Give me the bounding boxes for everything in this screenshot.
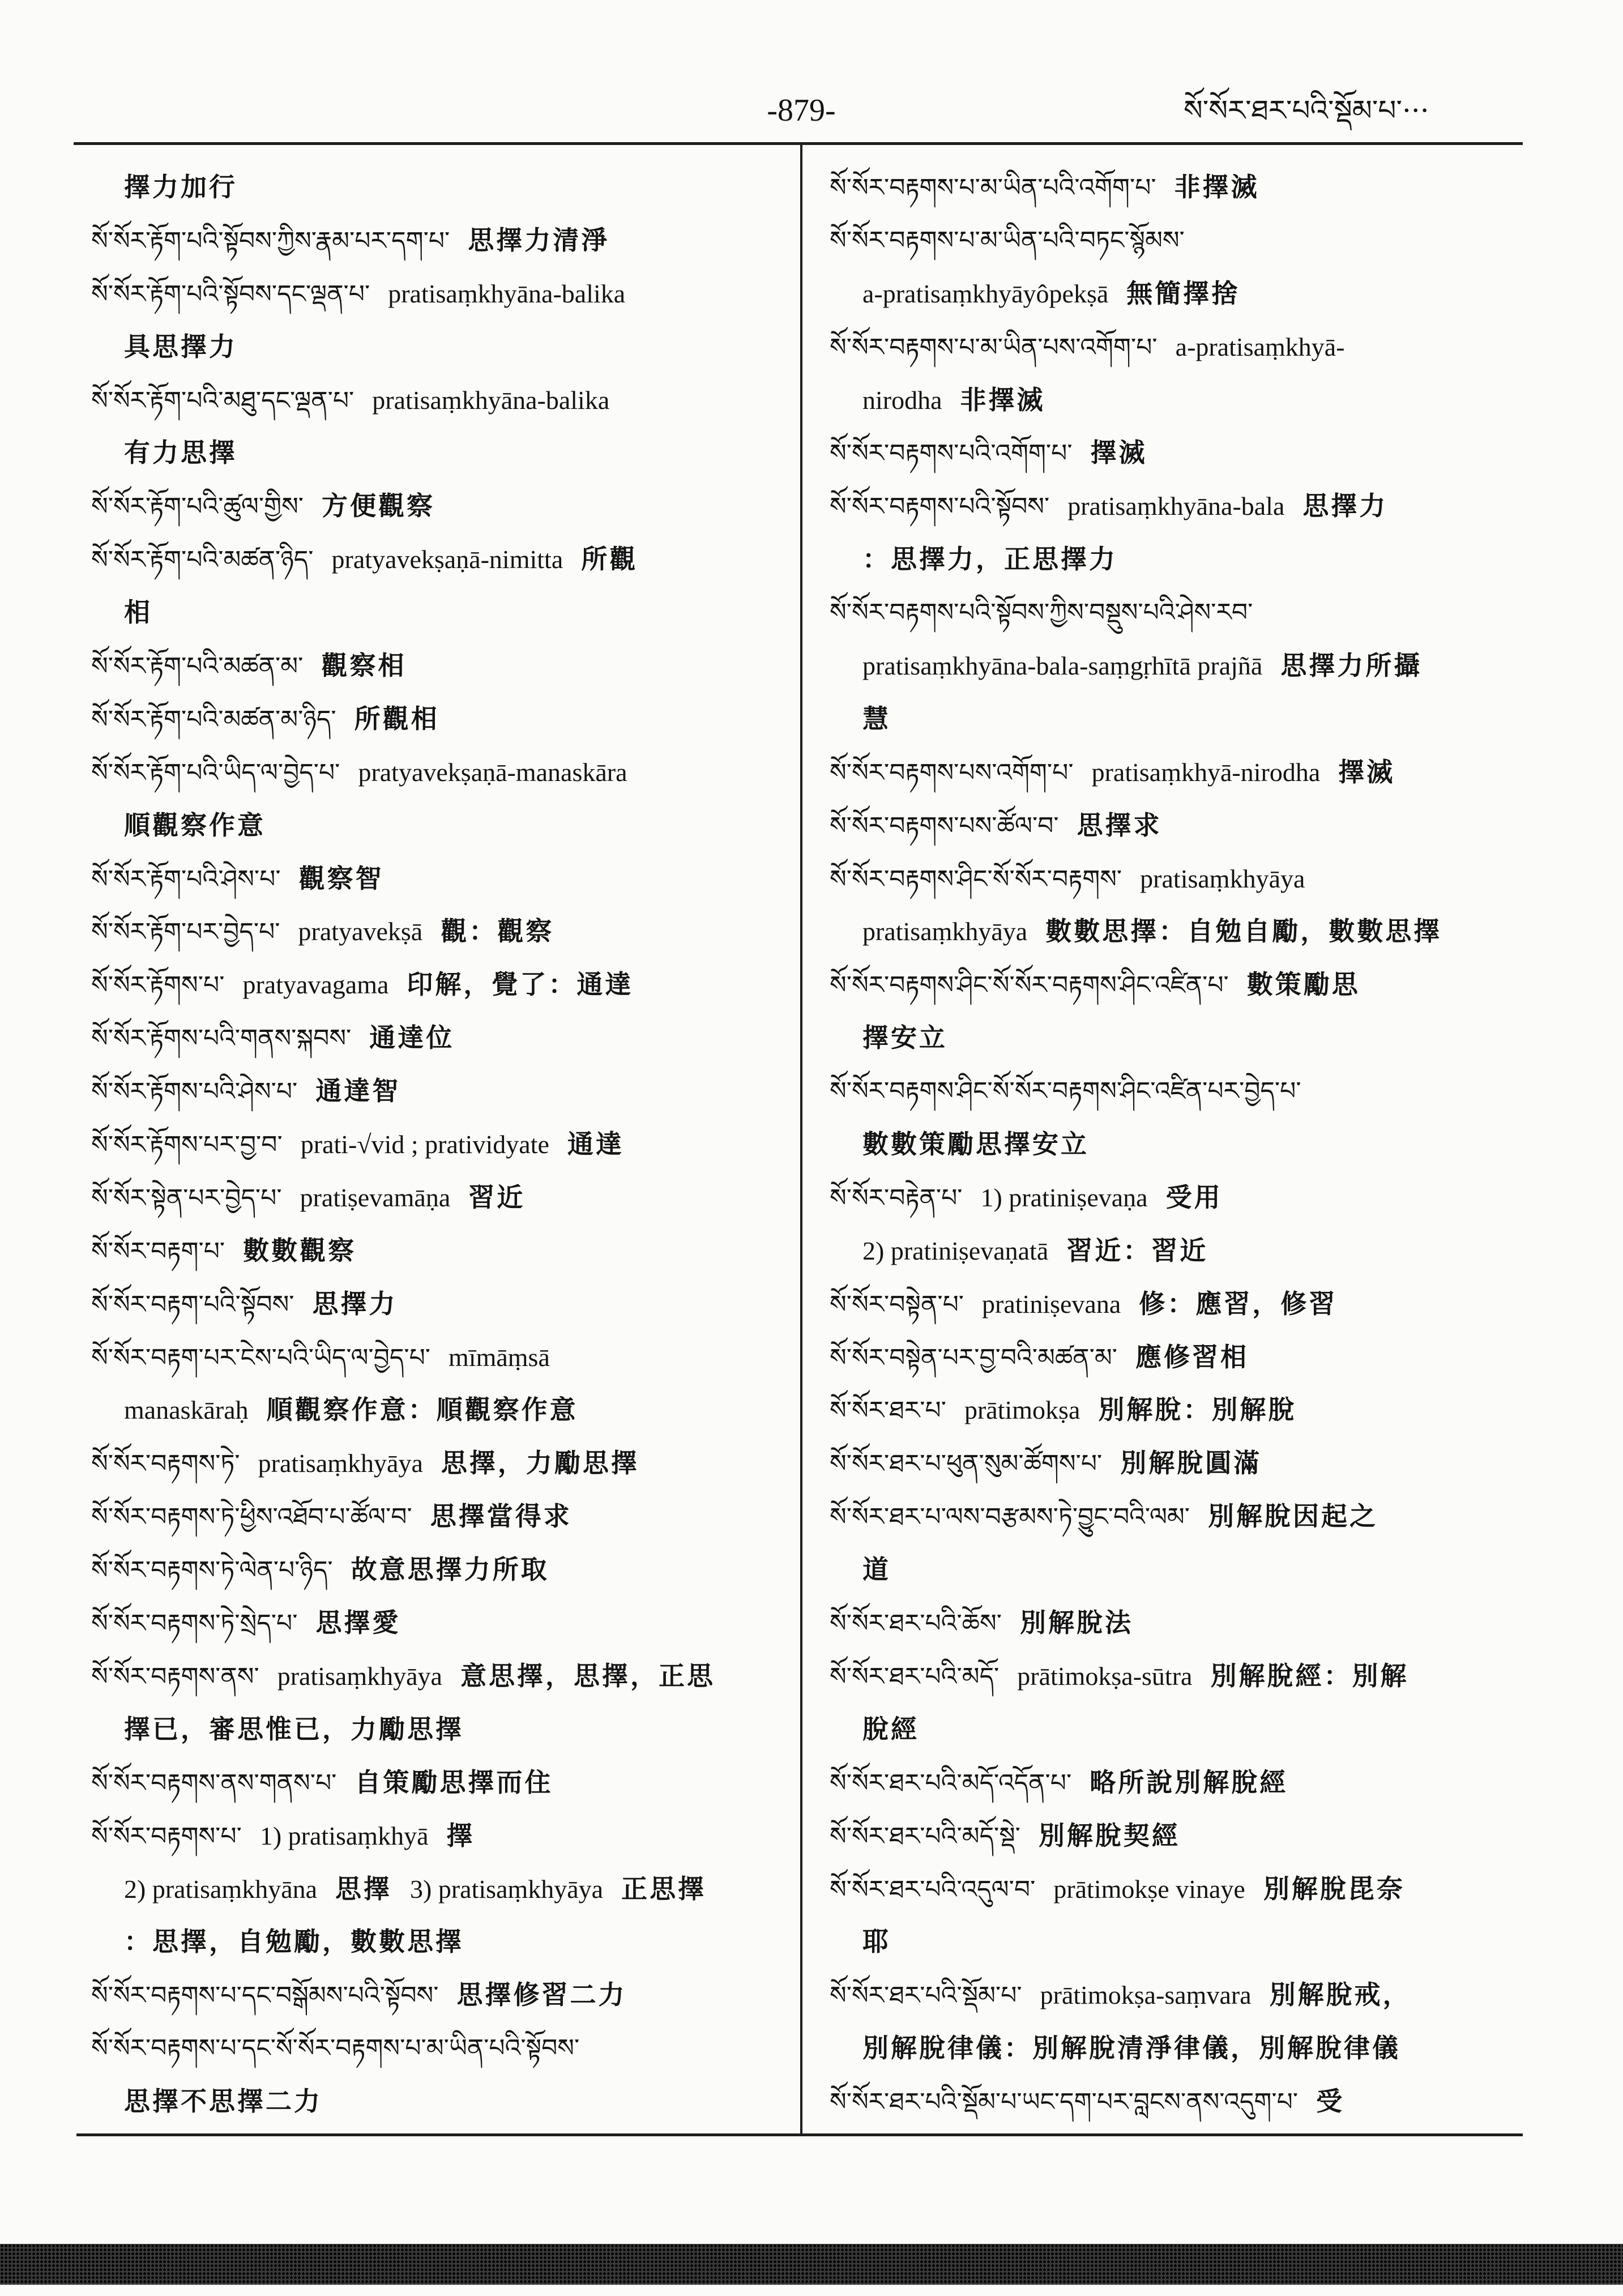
chinese-gloss: 擇力加行: [124, 172, 237, 202]
continuation-line: [830, 533, 1524, 586]
dictionary-entry: [91, 958, 790, 1012]
continuation-line: [91, 2075, 790, 2128]
dictionary-entry: [830, 746, 1524, 799]
dictionary-entry: [830, 1331, 1524, 1384]
tibetan-term: སོ་སོར་བརྟགས་ཏེ་: [91, 1449, 240, 1479]
dictionary-entry: [91, 1278, 790, 1331]
continuation-line: [830, 374, 1524, 427]
sanskrit-term: prātimokṣe vinaye: [1053, 1874, 1245, 1904]
chinese-gloss: 別解脫經：別解: [1210, 1660, 1409, 1691]
sanskrit-term: pratisaṃkhyāya: [1140, 864, 1305, 893]
headword-line: [830, 1863, 1524, 1916]
tibetan-term: སོ་སོར་བརྟགས་པའི་འགོག་པ་: [830, 439, 1073, 468]
tibetan-term: སོ་སོར་རྟོག་པའི་མཚན་མ་ཉིད་: [91, 705, 336, 734]
tibetan-term: སོ་སོར་བརྟགས་ཤིང་སོ་སོར་བརྟགས་ཤིང་འཛིན་པ་: [830, 971, 1229, 1000]
continuation-line: [91, 1384, 790, 1437]
chinese-gloss: 順觀察作意: [124, 809, 266, 840]
tibetan-term: སོ་སོར་ཐར་པའི་སྡོམ་པ་: [830, 1981, 1022, 2011]
sanskrit-term: a-pratisaṃkhyā-: [1175, 332, 1345, 361]
tibetan-term: སོ་སོར་བརྟགས་ཏེ་སྲེད་པ་: [91, 1609, 298, 1638]
tibetan-term: སོ་སོར་བརྟགས་ཤིང་སོ་སོར་བརྟགས་: [830, 864, 1122, 894]
chinese-gloss: 思擇求: [1077, 809, 1162, 840]
headword-line: [91, 852, 790, 906]
continuation-line: [830, 1543, 1524, 1597]
dictionary-entry: [830, 1278, 1524, 1331]
headword-line: [91, 1810, 790, 1863]
chinese-gloss: 脫經: [862, 1713, 919, 1744]
chinese-gloss: 思擇當得求: [430, 1501, 572, 1532]
headword-line: [91, 374, 790, 427]
headword-line: [91, 1437, 790, 1490]
chinese-gloss: ：思擇，自勉勵，數數思擇: [124, 1926, 464, 1957]
continuation-line: [830, 905, 1524, 958]
chinese-gloss: 習近: [468, 1181, 526, 1213]
tibetan-term: སོ་སོར་རྟོག་པའི་ཤེས་པ་: [91, 864, 281, 894]
dictionary-entry: [91, 1650, 790, 1756]
dictionary-entry: [830, 586, 1524, 746]
chinese-gloss: 思擇愛: [315, 1607, 401, 1638]
dictionary-entry: [830, 1437, 1524, 1490]
chinese-gloss: 所觀: [581, 544, 638, 575]
continuation-line: [91, 321, 790, 374]
chinese-gloss: 慧: [862, 703, 891, 734]
dictionary-entry: [830, 958, 1524, 1065]
headword-line: [91, 693, 790, 746]
headword-line: [91, 1065, 790, 1118]
chinese-gloss: 別解脫因起之: [1208, 1501, 1378, 1532]
tibetan-term: སོ་སོར་བསྟེན་པ་: [830, 1290, 964, 1319]
sanskrit-term: pratyavekṣaṇā-manaskāra: [358, 757, 627, 787]
tibetan-term: སོ་སོར་ཐར་པའི་མདོ་: [830, 1662, 1000, 1691]
headword-line: [91, 1969, 790, 2022]
tibetan-term: སོ་སོར་བརྟགས་པས་འགོག་པ་: [830, 758, 1074, 787]
tibetan-term: སོ་སོར་ཐར་པ་ལས་བརྩམས་ཏེ་བྱུང་བའི་ལམ་: [830, 1503, 1190, 1532]
dictionary-entry: [91, 161, 790, 214]
sanskrit-term: pratyavekṣaṇā-nimitta: [331, 545, 563, 574]
tibetan-term: སོ་སོར་ཐར་པ་ཕུན་སུམ་ཚོགས་པ་: [830, 1449, 1103, 1479]
headword-line: [830, 1650, 1524, 1703]
chinese-gloss: 意思擇，思擇，正思: [460, 1660, 715, 1691]
chinese-gloss: 有力思擇: [124, 437, 237, 468]
tibetan-term: སོ་སོར་ཐར་པའི་མདོ་སྡེ་: [830, 1821, 1020, 1851]
tibetan-term: སོ་སོར་ཐར་པའི་ཆོས་: [830, 1609, 1002, 1638]
tibetan-term: སོ་སོར་རྟོག་པའི་སྟོབས་དང་ལྡན་པ་: [91, 279, 370, 309]
tibetan-term: སོ་སོར་བརྟགས་ཏེ་ཕྱིས་འཐོབ་པ་ཚོལ་བ་: [91, 1503, 412, 1532]
headword-line: [91, 958, 790, 1012]
headword-line: [91, 1490, 790, 1543]
dictionary-entry: [830, 161, 1524, 214]
dictionary-entry: [91, 1331, 790, 1437]
chinese-gloss: 受: [1316, 2086, 1345, 2117]
tibetan-term: སོ་སོར་བརྟགས་པས་ཚོལ་བ་: [830, 811, 1059, 840]
sanskrit-term: prātimokṣa-saṃvara: [1040, 1981, 1252, 2010]
headword-line: [830, 426, 1524, 480]
sanskrit-term: prātimokṣa: [964, 1395, 1080, 1425]
headword-line: [830, 1756, 1524, 1810]
dictionary-entry: [830, 2075, 1524, 2128]
headword-line: [830, 480, 1524, 533]
headword-line: [91, 214, 790, 267]
tibetan-term: སོ་སོར་རྟོག་པའི་མཐུ་དང་ལྡན་པ་: [91, 386, 355, 415]
sanskrit-term: pratisaṃkhyā-nirodha: [1091, 757, 1321, 787]
chinese-gloss: 略所說別解脫經: [1090, 1766, 1288, 1798]
headword-line: [830, 1171, 1524, 1224]
chinese-gloss: 別解脫契經: [1038, 1820, 1180, 1851]
chinese-gloss: 印解，覺了：通達: [407, 969, 634, 1000]
chinese-gloss: 受用: [1165, 1181, 1223, 1213]
headword-line: [830, 852, 1524, 906]
chinese-gloss: 非擇滅: [960, 384, 1045, 415]
continuation-line: [830, 1224, 1524, 1278]
dictionary-entry: [830, 1171, 1524, 1278]
sanskrit-term: prati-√vid ; pratividyate: [300, 1130, 549, 1159]
headword-line: [830, 1278, 1524, 1331]
headword-line: [830, 1437, 1524, 1490]
dictionary-entry: [830, 1756, 1524, 1810]
chinese-gloss: 別解脫戒，: [1269, 1979, 1411, 2011]
tibetan-term: སོ་སོར་བརྟག་པའི་སྟོབས་: [91, 1290, 294, 1319]
chinese-gloss: 擇滅: [1338, 756, 1395, 787]
sanskrit-term: pratyavekṣā: [298, 917, 423, 946]
sanskrit-term: pratisaṃkhyāya: [258, 1449, 423, 1478]
dictionary-entry: [91, 374, 790, 480]
chinese-gloss: 相: [124, 597, 152, 628]
tibetan-term: སོ་སོར་བརྟགས་པ་མ་ཡིན་པའི་བཏང་སྙོམས་: [830, 225, 1185, 255]
dictionary-entry: [91, 1437, 790, 1490]
dictionary-entry: [830, 1810, 1524, 1863]
chinese-gloss: 擇: [446, 1820, 475, 1851]
chinese-gloss: 修：應習，修習: [1139, 1288, 1338, 1319]
headword-line: [830, 1810, 1524, 1863]
left-column: [91, 161, 790, 2128]
dictionary-entry: [91, 267, 790, 374]
chinese-gloss: 別解脫毘奈: [1263, 1873, 1405, 1904]
chinese-gloss: 正思擇: [621, 1873, 707, 1904]
dictionary-entry: [91, 2022, 790, 2128]
chinese-gloss: ：思擇力，正思擇力: [862, 544, 1117, 575]
continuation-line: [91, 1703, 790, 1756]
tibetan-term: སོ་སོར་བརྟེན་པ་: [830, 1183, 963, 1213]
headword-line: [830, 214, 1524, 267]
chinese-gloss: 應修習相: [1135, 1341, 1249, 1372]
chinese-gloss: 思擇修習二力: [456, 1979, 627, 2011]
tibetan-term: སོ་སོར་བརྟགས་པའི་སྟོབས་: [830, 492, 1050, 522]
dictionary-entry: [830, 1863, 1524, 1969]
continuation-line: [91, 799, 790, 852]
sanskrit-term: pratisaṃkhyāna-balika: [388, 279, 626, 308]
headword-line: [830, 1065, 1524, 1118]
continuation-line: [830, 2022, 1524, 2075]
tibetan-term: སོ་སོར་བརྟགས་པ་མ་ཡིན་པས་འགོག་པ་: [830, 332, 1158, 362]
chinese-gloss: 數數觀察: [243, 1235, 357, 1266]
headword-line: [91, 1597, 790, 1650]
sanskrit-term: pratisaṃkhyāna-bala: [1067, 492, 1285, 521]
sanskrit-term: pratisaṃkhyāna-balika: [372, 385, 610, 415]
tibetan-term: སོ་སོར་བརྟགས་ནས་: [91, 1662, 259, 1691]
tibetan-term: སོ་སོར་བརྟགས་ཤིང་སོ་སོར་བརྟགས་ཤིང་འཛིན་པར་བྱེད་པ་: [830, 1077, 1301, 1106]
chinese-gloss: 數策勵思: [1246, 969, 1360, 1000]
tibetan-term: སོ་སོར་ཐར་པའི་འདུལ་བ་: [830, 1875, 1036, 1904]
dictionary-entry: [830, 480, 1524, 586]
chinese-gloss: 耶: [862, 1926, 891, 1957]
dictionary-entry: [830, 426, 1524, 480]
dictionary-entry: [91, 1224, 790, 1278]
tibetan-term: སོ་སོར་རྟོགས་པའི་གནས་སྐབས་: [91, 1024, 352, 1053]
chinese-gloss: 觀：觀察: [441, 916, 554, 947]
headword-line: [91, 1543, 790, 1597]
headword-line: [830, 161, 1524, 214]
headword-line: [830, 1490, 1524, 1543]
tibetan-term: སོ་སོར་རྟོག་པའི་མཚན་མ་: [91, 652, 304, 681]
column-divider: [800, 143, 802, 2136]
sanskrit-term: pratisaṃkhyāna-bala-saṃgṛhītā prajñā: [862, 651, 1263, 681]
headword-line: [830, 1384, 1524, 1437]
chinese-gloss: 擇安立: [862, 1022, 947, 1053]
dictionary-entry: [830, 799, 1524, 852]
chinese-gloss: 別解脫圓滿: [1120, 1448, 1262, 1479]
tibetan-term: སོ་སོར་རྟོགས་པར་བྱ་བ་: [91, 1130, 283, 1160]
right-column: [830, 161, 1524, 2128]
headword-line: [91, 1118, 790, 1171]
headword-line: [91, 1650, 790, 1703]
dictionary-entry: [91, 1756, 790, 1810]
continuation-line: [830, 1012, 1524, 1065]
dictionary-entry: [91, 1118, 790, 1171]
dictionary-entry: [91, 693, 790, 746]
dictionary-entry: [830, 1490, 1524, 1597]
headword-line: [91, 1756, 790, 1810]
tibetan-term: སོ་སོར་བསྟེན་པར་བྱ་བའི་མཚན་མ་: [830, 1343, 1117, 1372]
dictionary-entry: [830, 1065, 1524, 1171]
headword-line: [91, 746, 790, 799]
tibetan-term: སོ་སོར་རྟོགས་པ་: [91, 971, 225, 1000]
continuation-line: [91, 1915, 790, 1969]
sanskrit-term: 2) pratisaṃkhyāna: [124, 1874, 318, 1904]
top-rule: [74, 142, 1523, 145]
headword-line: [830, 586, 1524, 639]
chinese-gloss: 觀察相: [321, 650, 407, 681]
dictionary-entry: [91, 1597, 790, 1650]
continuation-line: [830, 1915, 1524, 1969]
tibetan-term: སོ་སོར་རྟོག་པའི་ཡིད་ལ་བྱེད་པ་: [91, 758, 340, 787]
headword-line: [91, 1224, 790, 1278]
chinese-gloss: 通達位: [369, 1022, 455, 1053]
dictionary-entry: [91, 1012, 790, 1065]
tibetan-term: སོ་སོར་བརྟགས་ཏེ་ལེན་པ་ཉིད་: [91, 1556, 333, 1585]
continuation-line: [830, 1118, 1524, 1171]
headword-line: [91, 533, 790, 586]
chinese-gloss: 思擇力: [312, 1288, 398, 1319]
chinese-gloss: 思擇，力勵思擇: [441, 1448, 639, 1479]
headword-line: [830, 746, 1524, 799]
dictionary-entry: [91, 905, 790, 958]
dictionary-entry: [91, 639, 790, 693]
dictionary-entry: [830, 214, 1524, 321]
tibetan-term: སོ་སོར་བརྟག་པར་ངེས་པའི་ཡིད་ལ་བྱེད་པ་: [91, 1343, 431, 1372]
tibetan-term: སོ་སོར་ཐར་པའི་མདོ་འདོན་པ་: [830, 1768, 1072, 1798]
continuation-line: [91, 1863, 790, 1916]
continuation-line: [830, 693, 1524, 746]
tibetan-term: སོ་སོར་བརྟགས་པའི་སྟོབས་ཀྱིས་བསྡུས་པའི་ཤེས་རབ་: [830, 598, 1253, 628]
headword-line: [830, 1597, 1524, 1650]
headword-line: [91, 639, 790, 693]
dictionary-entry: [91, 1065, 790, 1118]
sanskrit-term: pratyavagama: [242, 970, 389, 1000]
tibetan-term: སོ་སོར་བརྟག་པ་: [91, 1236, 225, 1266]
dictionary-entry: [830, 1597, 1524, 1650]
sanskrit-term: nirodha: [862, 385, 942, 415]
headword-line: [91, 1171, 790, 1224]
sanskrit-term: 1) pratiniṣevaṇa: [980, 1183, 1148, 1212]
chinese-gloss: 數數策勵思擇安立: [862, 1129, 1089, 1160]
dictionary-entry: [830, 852, 1524, 959]
dictionary-entry: [91, 852, 790, 906]
dictionary-entry: [91, 1171, 790, 1224]
headword-line: [91, 1331, 790, 1384]
dictionary-entry: [91, 480, 790, 533]
chinese-gloss: 通達智: [315, 1076, 401, 1107]
chinese-gloss: 方便觀察: [322, 490, 435, 522]
dictionary-entry: [830, 1384, 1524, 1437]
tibetan-term: སོ་སོར་བརྟགས་པ་མ་ཡིན་པའི་འགོག་པ་: [830, 173, 1156, 202]
tibetan-term: སོ་སོར་ཐར་པའི་སྡོམ་པ་ཡང་དག་པར་བླངས་ནས་འདུག་པ་: [830, 2088, 1299, 2117]
continuation-line: [91, 161, 790, 214]
chinese-gloss: 觀察智: [298, 863, 384, 894]
continuation-line: [830, 1703, 1524, 1756]
dictionary-entry: [830, 321, 1524, 427]
chinese-gloss: 思擇力所攝: [1280, 650, 1423, 681]
tibetan-term: སོ་སོར་སྟེན་པར་བྱེད་པ་: [91, 1183, 282, 1213]
chinese-gloss: 別解脫：別解脫: [1098, 1394, 1297, 1426]
tibetan-term: སོ་སོར་ཐར་པ་: [830, 1396, 946, 1426]
page-number: -879-: [767, 93, 836, 128]
chinese-gloss: 通達: [567, 1129, 624, 1160]
chinese-gloss: 非擇滅: [1174, 172, 1259, 202]
tibetan-term: སོ་སོར་རྟོག་པར་བྱེད་པ་: [91, 917, 280, 947]
chinese-gloss: 習近：習近: [1066, 1235, 1208, 1266]
headword-line: [830, 2075, 1524, 2128]
dictionary-entry: [91, 1969, 790, 2022]
headword-line: [91, 905, 790, 958]
headword-line: [91, 1012, 790, 1065]
sanskrit-term: pratiṣevamāṇa: [300, 1183, 451, 1212]
headword-line: [830, 958, 1524, 1012]
chinese-gloss: 數數思擇：自勉自勵，數數思擇: [1045, 916, 1442, 947]
sanskrit-term: pratisaṃkhyāya: [277, 1661, 442, 1691]
sanskrit-term: 1) pratisaṃkhyā: [259, 1821, 429, 1850]
tibetan-term: སོ་སོར་བརྟགས་པ་: [91, 1821, 242, 1851]
chinese-gloss: 自策勵思擇而住: [355, 1766, 553, 1798]
chinese-gloss: 別解脫法: [1019, 1607, 1133, 1638]
tibetan-term: སོ་སོར་རྟོག་པའི་ཚུལ་གྱིས་: [91, 492, 304, 522]
dictionary-entry: [830, 1650, 1524, 1756]
chinese-gloss: 思擇: [335, 1873, 392, 1904]
headword-line: [830, 321, 1524, 374]
dictionary-entry: [91, 214, 790, 267]
tibetan-term: སོ་སོར་རྟོག་པའི་མཚན་ཉིད་: [91, 545, 314, 575]
sanskrit-term: a-pratisaṃkhyāyôpekṣā: [862, 279, 1109, 308]
headword-line: [830, 799, 1524, 852]
running-head: སོ་སོར་ཐར་པའི་སྡོམ་པ་···: [1184, 94, 1429, 127]
tibetan-term: སོ་སོར་རྟོགས་པའི་ཤེས་པ་: [91, 1077, 298, 1107]
sanskrit-term: prātimokṣa-sūtra: [1017, 1661, 1193, 1691]
dictionary-entry: [91, 1810, 790, 1969]
chinese-gloss: 思擇力: [1302, 490, 1388, 522]
tibetan-term: སོ་སོར་བརྟགས་པ་དང་སོ་སོར་བརྟགས་པ་མ་ཡིན་པའི་སྟོབས་: [91, 2034, 580, 2063]
dictionary-entry: [91, 533, 790, 639]
sanskrit-term: manaskāraḥ: [124, 1395, 249, 1425]
continuation-line: [830, 267, 1524, 321]
headword-line: [91, 2022, 790, 2075]
scan-edge-band: [0, 2244, 1623, 2285]
continuation-line: [830, 639, 1524, 693]
headword-line: [91, 480, 790, 533]
sanskrit-term: 3) pratisaṃkhyāya: [410, 1874, 604, 1904]
headword-line: [91, 1278, 790, 1331]
continuation-line: [91, 586, 790, 639]
continuation-line: [91, 426, 790, 480]
dictionary-entry: [91, 1490, 790, 1543]
chinese-gloss: 道: [862, 1554, 891, 1585]
chinese-gloss: 所觀相: [354, 703, 439, 734]
chinese-gloss: 別解脫律儀：別解脫清淨律儀，別解脫律儀: [862, 2033, 1400, 2064]
chinese-gloss: 無簡擇捨: [1126, 278, 1240, 309]
sanskrit-term: pratiniṣevana: [982, 1289, 1121, 1318]
sanskrit-term: 2) pratiniṣevaṇatā: [862, 1236, 1049, 1265]
sanskrit-term: mīmāṃsā: [449, 1342, 550, 1372]
chinese-gloss: 思擇不思擇二力: [124, 2086, 322, 2117]
headword-line: [830, 1969, 1524, 2022]
chinese-gloss: 擇已，審思惟已，力勵思擇: [124, 1713, 464, 1744]
headword-line: [830, 1331, 1524, 1384]
sanskrit-term: pratisaṃkhyāya: [862, 917, 1028, 946]
headword-line: [91, 267, 790, 321]
tibetan-term: སོ་སོར་བརྟགས་པ་དང་བསྒོམས་པའི་སྟོབས་: [91, 1981, 439, 2011]
dictionary-entry: [91, 746, 790, 852]
tibetan-term: སོ་སོར་བརྟགས་ནས་གནས་པ་: [91, 1768, 337, 1798]
dictionary-entry: [91, 1543, 790, 1597]
bottom-rule: [76, 2133, 1523, 2136]
chinese-gloss: 擇滅: [1090, 437, 1147, 468]
dictionary-entry: [830, 1969, 1524, 2075]
chinese-gloss: 思擇力清淨: [468, 224, 610, 255]
tibetan-term: སོ་སོར་རྟོག་པའི་སྟོབས་ཀྱིས་རྣམ་པར་དག་པ་: [91, 226, 450, 255]
chinese-gloss: 具思擇力: [124, 331, 237, 362]
chinese-gloss: 順觀察作意：順觀察作意: [266, 1394, 578, 1426]
chinese-gloss: 故意思擇力所取: [351, 1554, 549, 1585]
